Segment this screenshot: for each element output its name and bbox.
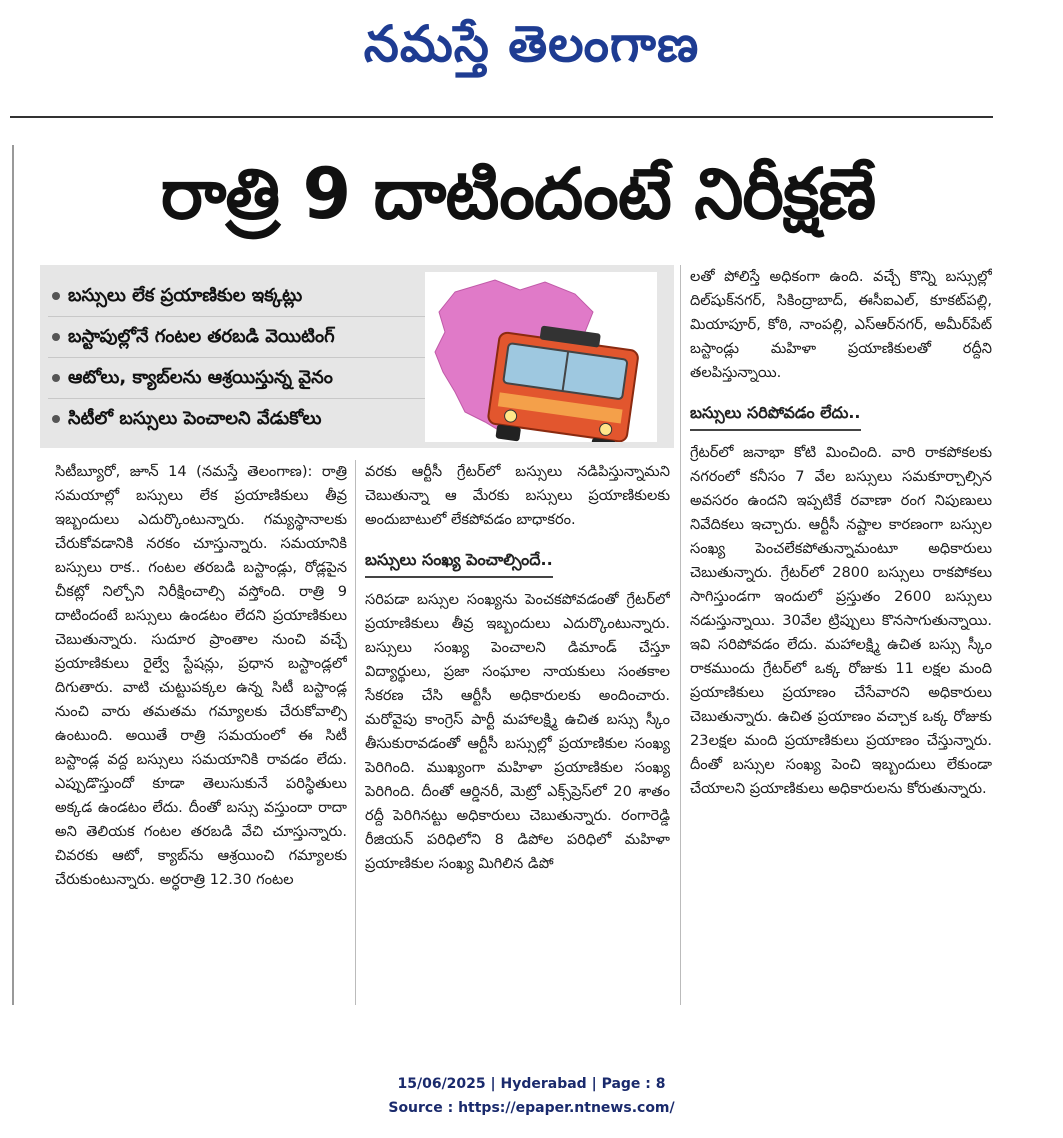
paragraph: సరిపడా బస్సుల సంఖ్యను పెంచకపోవడంతో గ్రేటర్‌లో ప్రయాణికులు తీవ్ర ఇబ్బందులు ఎదుర్కొంటున్నారు. బస్సులు సంఖ్య పెంచాలని డిమాండ్ చేస్తూ విద్యార్థులు, ప్రజా సంఘాల నాయకులు సంతకాల సేకరణ చేసి ఆర్టీసీ అధికారులకు అందించారు. మరోవైపు కాంగ్రెస్ పార్టీ మహాలక్ష్మి ఉచిత బస్సు స్కీం తీసుకురావడంతో ఆర్టీసీ బస్సుల్లో ప్రయాణికుల సంఖ్య పెరిగింది. ముఖ్యంగా మహిళా ప్రయాణికుల సంఖ్య పెరిగింది. దీంతో ఆర్డినరీ, మెట్రో ఎక్స్‌ప్రెస్‌లో 20 శాతం రద్దీ పెరిగినట్టు అధికారులు చెబుతున్నారు. రంగారెడ్డి రీజియన్ పరిధిలోని 8 డిపోల పరిధిలో మహిళా ప్రయాణికుల సంఖ్య మిగిలిన డిపో xyxy=(365,591,670,872)
paragraph: లతో పోలిస్తే అధికంగా ఉంది. వచ్చే కొన్ని బస్సుల్లో దిల్‌షుక్‌నగర్, సికింద్రాబాద్, ఈసీఐఎల్, కూకట్‌పల్లి, మియాపూర్, కోఠి, నాంపల్లి, ఎస్‌ఆర్‌నగర్, అమీర్‌పేట్ బస్టాండ్లు మహిళా ప్రయాణికులతో రద్దీని తలపిస్తున్నాయి. xyxy=(690,268,992,381)
paragraph: సిటీబ్యూరో, జూన్ 14 (నమస్తే తెలంగాణ): రాత్రి సమయాల్లో బస్సులు లేక ప్రయాణికులు తీవ్ర ఇబ్బందులు ఎదుర్కొంటున్నారు. గమ్యస్థానాలకు చేరుకోవడానికి నరకం చూస్తున్నారు. సమయానికి బస్సులు రాక.. గంటల తరబడి బస్టాండ్లు, రోడ్లపైన చీకట్లో నిల్చోని నిరీక్షించాల్సి వస్తోంది. రాత్రి 9 దాటిందంటే బస్సులు ఉండటం లేదని ప్రయాణికులు చెబుతున్నారు. సుదూర ప్రాంతాల నుంచి వచ్చే ప్రయాణికులు రైల్వే స్టేషన్లు, ప్రధాన బస్టాండ్లలో దిగుతారు. వాటి చుట్టుపక్కల ఉన్న సిటీ బస్టాండ్ల నుంచి వారు తమతమ గమ్యాలకు చేరుకోవాల్సి ఉంటుంది. అయితే రాత్రి సమయంలో ఈ సిటీ బస్టాండ్ల వద్ద బస్సులు సమయానికి రావడం లేదు. ఎప్పుడొస్తుందో కూడా తెలుసుకునే పరిస్థితులు అక్కడ ఉండటం లేదు. దీంతో బస్సు వస్తుందా రాదా అని తెలియక గంటల తరబడి వేచి చూస్తున్నారు. చివరకు ఆటో, క్యాబ్‌ను ఆశ్రయించి గమ్యాలకు చేరుకుంటున్నారు. అర్ధరాత్రి 12.30 గంటల xyxy=(55,463,347,888)
footer-source-link[interactable]: Source : https://epaper.ntnews.com/ xyxy=(388,1100,675,1116)
highlight-item: బస్సులు లేక ప్రయాణికుల ఇక్కట్లు xyxy=(48,276,428,317)
highlights-list xyxy=(48,276,428,439)
left-rule xyxy=(12,145,14,1005)
paragraph: వరకు ఆర్టీసీ గ్రేటర్‌లో బస్సులు నడిపిస్తున్నామని చెబుతున్నా ఆ మేరకు బస్సులు ప్రయాణికులకు అందుబాటులో లేకపోవడం బాధాకరం. xyxy=(365,463,670,528)
bus-map-illustration xyxy=(425,272,657,442)
paragraph: గ్రేటర్‌లో జనాభా కోటి మించింది. వారి రాకపోకలకు నగరంలో కనీసం 7 వేల బస్సులు సమకూర్చాల్సిన అవసరం ఉందని ఇప్పటికే రవాణా రంగ నిపుణులు నివేదికలు ఇచ్చారు. ఆర్టీసీ నష్టాల కారణంగా బస్సుల సంఖ్య పెంచలేకపోతున్నామంటూ అధికారులు చెబుతున్నారు. గ్రేటర్‌లో 2800 బస్సులు రాకపోకలు సాగిస్తుండగా ఇందులో ప్రస్తుతం 2600 బస్సులు నడుస్తున్నాయి. 30వేల ట్రిప్పులు కొనసాగుతున్నాయి. ఇవి సరిపోవడం లేదు. మహాలక్ష్మి ఉచిత బస్సు స్కీం రాకముందు గ్రేటర్‌లో ఒక్క రోజుకు 11 లక్షల మంది ప్రయాణికులు ప్రయాణం చేసేవారని అధికారులు చెబుతున్నారు. ఉచిత ప్రయాణం వచ్చాక ఒక్క రోజుకు 23లక్షల మంది ప్రయాణికులు ప్రయాణం చేస్తున్నారు. దీంతో బస్సుల సంఖ్య పెంచి ఇబ్బందులు లేకుండా చేయాలని ప్రయాణికులు అధికారులను కోరుతున్నారు. xyxy=(690,444,992,797)
highlight-item: బస్టాపుల్లోనే గంటల తరబడి వెయిటింగ్ xyxy=(48,317,428,358)
subheading: బస్సులు సరిపోవడం లేదు.. xyxy=(690,395,861,431)
bullet-icon xyxy=(52,292,60,300)
bullet-icon xyxy=(52,415,60,423)
article-column-1 xyxy=(55,460,347,1020)
highlight-item: ఆటోలు, క్యాబ్‌లను ఆశ్రయిస్తున్న వైనం xyxy=(48,358,428,399)
masthead-rule xyxy=(10,116,993,118)
bullet-icon xyxy=(52,333,60,341)
column-rule xyxy=(680,265,681,460)
headline: రాత్రి 9 దాటిందంటే నిరీక్షణే xyxy=(160,153,876,235)
telangana-bus-icon xyxy=(425,272,657,442)
article-column-2 xyxy=(365,460,670,1020)
bullet-icon xyxy=(52,374,60,382)
article-column-3 xyxy=(690,265,992,1025)
footer-date-line: 15/06/2025 | Hyderabad | Page : 8 xyxy=(397,1076,666,1092)
subheading: బస్సులు సంఖ్య పెంచాల్సిందే.. xyxy=(365,542,553,578)
column-rule xyxy=(680,460,681,1005)
masthead-logo: నమస్తే తెలంగాణ xyxy=(363,15,700,73)
highlight-item: సిటీలో బస్సులు పెంచాలని వేడుకోలు xyxy=(48,399,428,439)
column-rule xyxy=(355,460,356,1005)
